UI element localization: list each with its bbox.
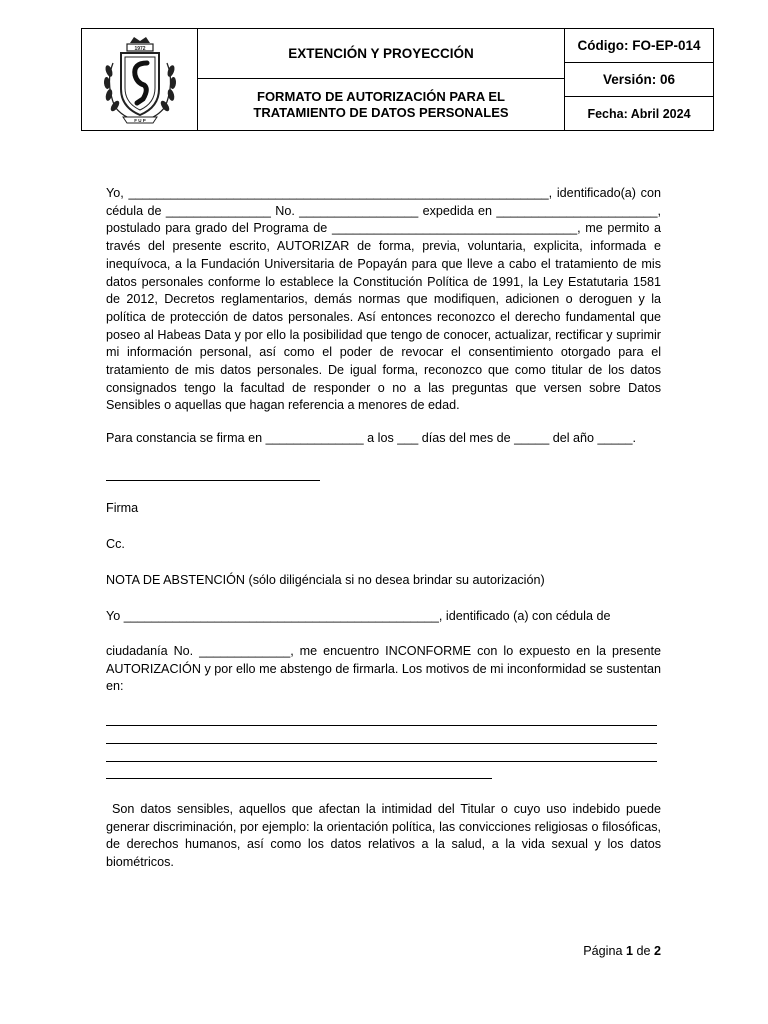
university-crest-icon — [97, 33, 183, 127]
reason-line-4 — [106, 778, 492, 779]
authorization-section — [106, 185, 661, 415]
format-title-line2: TRATAMIENTO DE DATOS PERSONALES — [253, 104, 509, 120]
cc-label: Cc. — [106, 537, 125, 551]
document-code: Código: FO-EP-014 — [565, 29, 713, 63]
reason-line-3 — [106, 761, 657, 762]
abstention-line1-text: Yo _____________________________________________, identificado (a) con cédula de — [106, 609, 611, 623]
reason-line-1 — [106, 725, 657, 726]
page-word: Página — [583, 944, 623, 958]
format-title — [198, 79, 564, 130]
sensitive-data-note: Son datos sensibles, aquellos que afectan la intimidad del Titular o cuyo uso indebido puede generar discriminación, por ejemplo: la orientación política, las convicciones religiosas o filosóficas, de derechos humanos, así como los datos relativos a la salud, a la vida sexual y los datos biométricos. — [106, 802, 661, 870]
document-date: Fecha: Abril 2024 — [587, 106, 691, 121]
of-word: de — [636, 944, 651, 958]
abstention-paragraph: ciudadanía No. _____________, me encuentro INCONFORME con lo expuesto en la presente AUTORIZACIÓN y por ello me abstengo de firmarla. Los motivos de mi inconformidad se sustentan en: — [106, 644, 661, 694]
signature-line — [106, 480, 320, 481]
current-page: 1 — [625, 944, 633, 958]
document-meta-column — [564, 29, 713, 130]
sensitive-data-section — [106, 801, 661, 872]
svg-text:F U P: F U P — [133, 117, 146, 123]
constancia-text: Para constancia se firma en ______________ a los ___ días del mes de _____ del año _____. — [106, 431, 637, 445]
firma-label: Firma — [106, 501, 139, 515]
constancia-line — [106, 430, 661, 448]
abstention-line1 — [106, 608, 661, 626]
department-title: EXTENCIÓN Y PROYECCIÓN — [198, 29, 564, 79]
authorization-paragraph: Yo, ____________________________________________________________, identificado(a) con cédula de _______________ No. _________________ expedida en _______________________, postulado para grado del Programa de ___________________________________, me permito a través del presente escrito, AUTORIZAR de forma, previa, voluntaria, explicita, informada e inequívoca, a la Fundación Universitaria de Popayán para que lleve a cabo el tratamiento de mis datos personales conforme lo establece la Constitución Política de 1991, la Ley Estatutaria 1581 de 2012, Decretos reglamentarios, demás normas que modifiquen, adicionen o deroguen y la política de protección de datos personales. Así entonces reconozco el derecho fundamental que poseo al Habeas Data y por ello la posibilidad que tengo de conocer, actualizar, rectificar y suprimir mi información personal, así como el poder de revocar el consentimiento otorgado para el tratamiento de mis datos personales. De igual forma, reconozco que como titular de los datos consignados tengo la facultad de responder o no a las preguntas que versen sobre Datos Sensibles o aquellas que hagan referencia a menores de edad. — [106, 186, 661, 413]
reason-line-2 — [106, 743, 657, 744]
document-header-table — [81, 28, 714, 131]
total-pages: 2 — [653, 944, 661, 958]
document-version: Versión: 06 — [565, 63, 713, 97]
abstention-title: NOTA DE ABSTENCIÓN (sólo diligénciala si no desea brindar su autorización) — [106, 573, 545, 587]
logo-cell — [82, 29, 198, 130]
abstention-section — [106, 643, 661, 696]
svg-text:1972: 1972 — [133, 45, 146, 52]
format-title-line1: FORMATO DE AUTORIZACIÓN PARA EL — [257, 88, 505, 104]
page-number — [540, 944, 661, 958]
